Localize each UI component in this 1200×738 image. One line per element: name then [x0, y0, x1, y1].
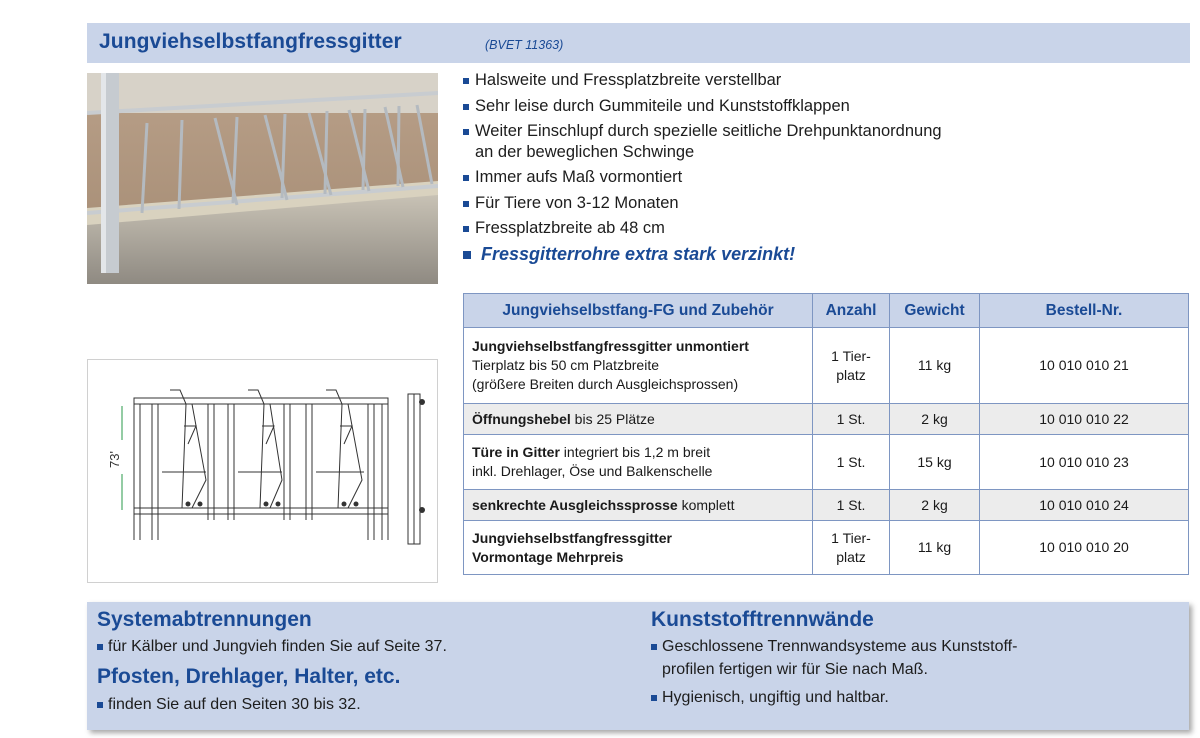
table-cell-weight: 2 kg [890, 404, 980, 435]
info-item-line1: Geschlossene Trennwandsysteme aus Kunststoff- [662, 638, 1018, 655]
table-cell-description [464, 435, 813, 490]
section-heading-plastic-dividers: Kunststofftrennwände [651, 608, 874, 631]
table-cell-order-number: 10 010 010 24 [980, 490, 1189, 521]
table-cell-quantity: 1 St. [813, 490, 890, 521]
section-heading-posts: Pfosten, Drehlager, Halter, etc. [97, 665, 401, 688]
feature-highlight: Fressgitterrohre extra stark verzinkt! [463, 244, 1163, 265]
table-cell-weight: 11 kg [890, 328, 980, 404]
info-item: Hygienisch, ungiftig und haltbar. [651, 686, 889, 709]
table-cell-order-number: 10 010 010 20 [980, 521, 1189, 575]
column-header-quantity: Anzahl [813, 294, 890, 328]
table-cell-order-number: 10 010 010 23 [980, 435, 1189, 490]
feature-item: Sehr leise durch Gummiteile und Kunststoffklappen [463, 96, 1163, 117]
product-detail: bis 25 Plätze [570, 410, 655, 427]
product-name: Jungviehselbstfangfressgitter [472, 529, 672, 546]
technical-drawing [87, 359, 438, 583]
product-name-line2: Vormontage Mehrpreis [472, 548, 624, 565]
feature-item: Immer aufs Maß vormontiert [463, 167, 1163, 188]
table-cell-quantity: 1 St. [813, 404, 890, 435]
column-header-product: Jungviehselbstfang-FG und Zubehör [464, 294, 813, 328]
column-header-order-number: Bestell-Nr. [980, 294, 1189, 328]
product-detail: inkl. Drehlager, Öse und Balkenschelle [472, 463, 713, 479]
table-cell-description [464, 404, 813, 435]
dimension-label: 73' [106, 451, 122, 468]
product-name: senkrechte Ausgleichssprosse [472, 496, 678, 513]
quantity-line: platz [836, 366, 866, 383]
table-cell-quantity: 1 St. [813, 435, 890, 490]
info-item-line2: profilen fertigen wir für Sie nach Maß. [662, 661, 928, 678]
table-row [464, 328, 1189, 404]
product-name: Türe in Gitter [472, 444, 560, 460]
table-cell-quantity [813, 521, 890, 575]
page-title: Jungviehselbstfangfressgitter [99, 30, 402, 53]
table-cell-weight: 2 kg [890, 490, 980, 521]
quantity-line: 1 Tier- [831, 529, 871, 546]
table-cell-weight: 11 kg [890, 521, 980, 575]
product-detail: (größere Breiten durch Ausgleichsprossen) [472, 376, 739, 392]
feature-item [463, 121, 1163, 162]
quantity-line: 1 Tier- [831, 347, 871, 364]
table-row [464, 521, 1189, 575]
table-cell-quantity [813, 328, 890, 404]
product-name: Jungviehselbstfangfressgitter unmontiert [472, 338, 749, 354]
table-row [464, 404, 1189, 435]
table-row [464, 490, 1189, 521]
feature-item-line2: an der beweglichen Schwinge [475, 142, 695, 161]
table-cell-weight: 15 kg [890, 435, 980, 490]
table-row [464, 435, 1189, 490]
feature-item: Für Tiere von 3-12 Monaten [463, 193, 1163, 214]
fence-drawing [88, 360, 437, 582]
table-cell-order-number: 10 010 010 22 [980, 404, 1189, 435]
feature-item-line1: Weiter Einschlupf durch spezielle seitliche Drehpunktanordnung [475, 122, 942, 140]
table-cell-description [464, 328, 813, 404]
product-detail: integriert bis 1,2 m breit [559, 444, 711, 460]
product-detail: komplett [677, 496, 735, 513]
feature-list [463, 70, 1163, 269]
info-item: finden Sie auf den Seiten 30 bis 32. [97, 693, 361, 716]
info-band [87, 602, 1189, 730]
quantity-line: platz [836, 548, 866, 565]
table-header-row [464, 294, 1189, 328]
table-cell-description [464, 490, 813, 521]
product-photo [87, 73, 438, 284]
product-table [463, 293, 1189, 575]
product-detail: Tierplatz bis 50 cm Platzbreite [472, 357, 659, 373]
table-cell-order-number: 10 010 010 21 [980, 328, 1189, 404]
feature-item: Fressplatzbreite ab 48 cm [463, 218, 1163, 239]
section-heading-system-dividers: Systemabtrennungen [97, 608, 312, 631]
feeding-fence-photo [87, 73, 438, 284]
feature-item: Halsweite und Fressplatzbreite verstellbar [463, 70, 1163, 91]
title-bar [87, 23, 1190, 63]
table-cell-description [464, 521, 813, 575]
page-subtitle: (BVET 11363) [485, 38, 564, 52]
product-name: Öffnungshebel [472, 410, 571, 427]
info-item: für Kälber und Jungvieh finden Sie auf Seite 37. [97, 635, 447, 658]
info-item [651, 635, 1017, 681]
column-header-weight: Gewicht [890, 294, 980, 328]
